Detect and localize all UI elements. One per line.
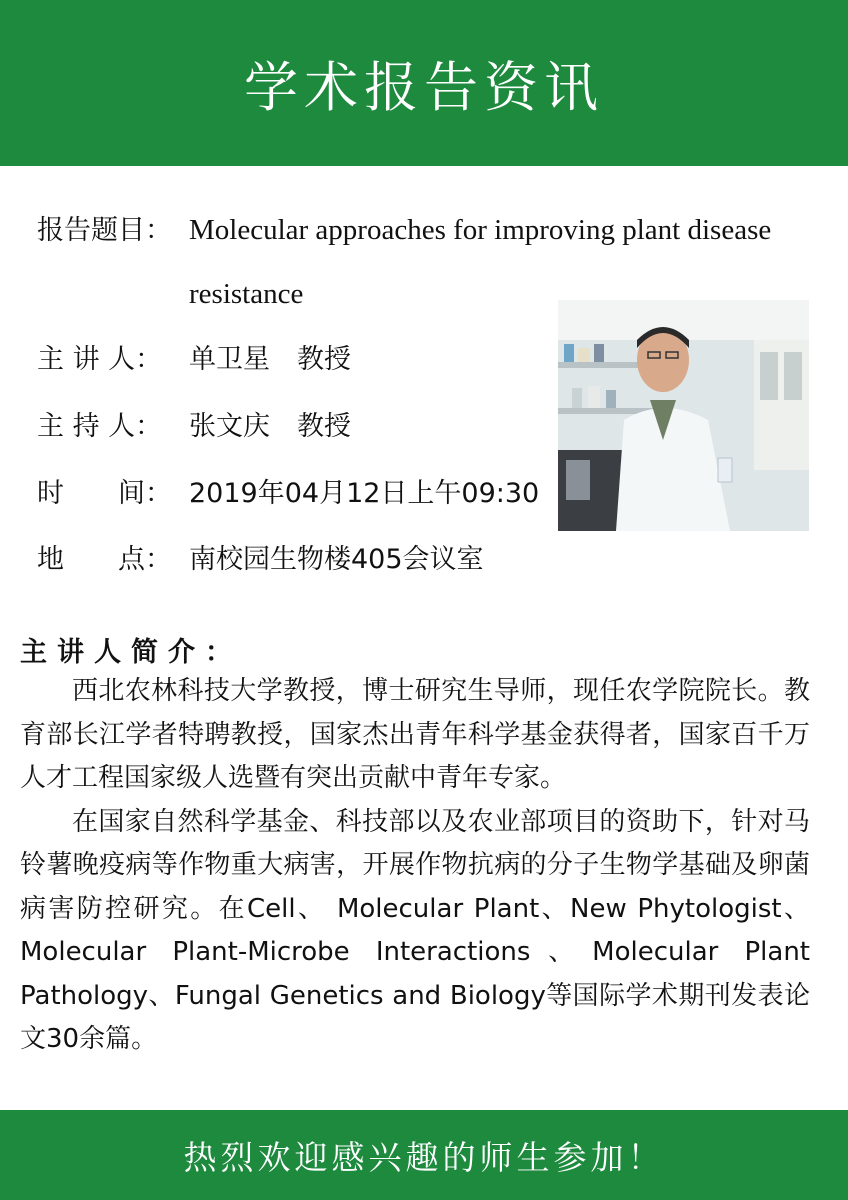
place-value: 南校园生物楼405会议室 [189,544,484,575]
header-banner [0,0,848,166]
host-label: 主 持 人： [37,411,163,442]
time-label: 时 间： [37,478,172,509]
page-title: 学术报告资讯 [244,55,604,119]
time-value: 2019年04月12日上午09:30 [189,478,540,509]
speaker-photo-illustration [558,300,809,531]
host-row [37,409,351,445]
speaker-value: 单卫星 教授 [189,344,351,375]
time-row [37,476,539,512]
bio-paragraph-1: 西北农林科技大学教授，博士研究生导师，现任农学院院长。教育部长江学者特聘教授，国家杰出青年科学基金获得者，国家百千万人才工程国家级人选暨有突出贡献中青年专家。 [20,676,810,793]
bio-paragraph-2: 在国家自然科学基金、科技部以及农业部项目的资助下，针对马铃薯晚疫病等作物重大病害，开展作物抗病的分子生物学基础及卵菌病害防控研究。在Cell、 Molecular Plant、New Phytologist、Molecular Plant-Microbe Interactions、Molecular Plant Pathology、Fungal Genetics and Biology等国际学术期刊发表论文30余篇。 [20,806,810,1054]
speaker-label: 主 讲 人： [37,344,163,375]
bio-section [20,670,810,1062]
place-row [37,542,484,578]
topic-value-continued: resistance [189,278,304,310]
place-label: 地 点： [37,544,172,575]
host-value: 张文庆 教授 [189,411,351,442]
bio-heading: 主讲人简介： [20,637,242,668]
speaker-row [37,342,351,378]
footer-banner [0,1110,848,1200]
topic-value: Molecular approaches for improving plant disease [189,214,772,246]
speaker-photo [558,300,809,531]
topic-row [37,212,771,249]
topic-label: 报告题目： [37,215,172,246]
footer-text: 热烈欢迎感兴趣的师生参加！ [183,1137,665,1177]
